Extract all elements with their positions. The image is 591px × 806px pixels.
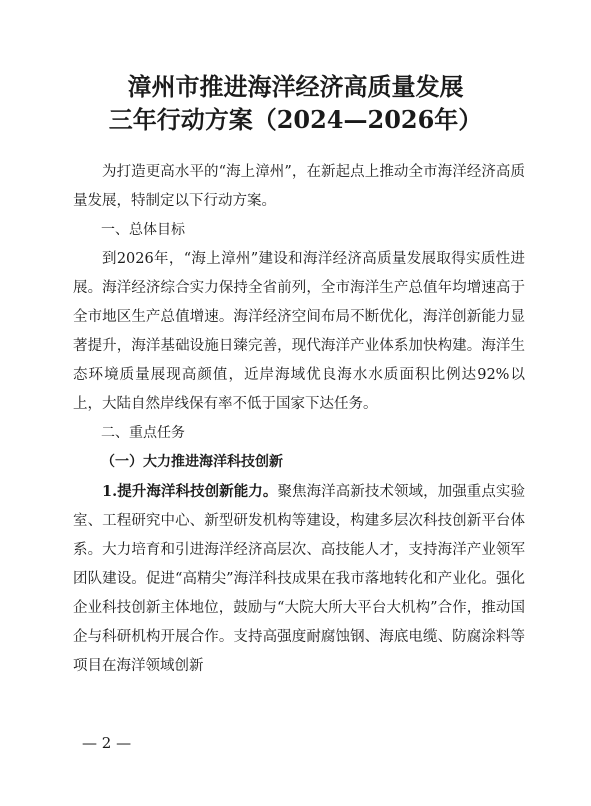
document-body [73,158,525,681]
page-number: — 2 — [82,734,132,752]
item-1-body: 聚焦海洋高新技术领域，加强重点实验室、工程研究中心、新型研发机构等建设，构建多层次科技创新平台体系。大力培育和引进海洋经济高层次、高技能人才，支持海洋产业领军团队建设。促进“高精尖”海洋科技成果在我市落地转化和产业化。强化企业科技创新主体地位，鼓励与“大院大所大平台大机构”合作，推动国企与科研机构开展合作。支持高强度耐腐蚀钢、海底电缆、防腐涂料等项目在海洋领域创新 [73,484,525,674]
item-1-lead: 1.提升海洋科技创新能力。 [102,483,278,500]
item-1-paragraph [73,477,525,681]
section-heading-key-tasks: 二、重点任务 [101,425,185,441]
document-title-line-1: 漳州市推进海洋经济高质量发展 [127,72,464,101]
intro-paragraph: 为打造更高水平的“海上漳州”，在新起点上推动全市海洋经济高质量发展，特制定以下行动方案。 [73,164,525,209]
subsection-heading-innovation: （一）大力推进海洋科技创新 [101,454,283,470]
document-title-line-2: 三年行动方案（2024—2026年） [108,105,483,134]
section-heading-overall-goals: 一、总体目标 [101,222,185,238]
overall-goals-paragraph: 到2026年，“海上漳州”建设和海洋经济高质量发展取得实质性进展。海洋经济综合实力保持全省前列，全市海洋生产总值年均增速高于全市地区生产总值增速。海洋经济空间布局不断优化，海洋创新能力显著提升，海洋基础设施日臻完善，现代海洋产业体系加快构建。海洋生态环境质量展现高颜值，近岸海域优良海水水质面积比例达92%以上，大陆自然岸线保有率不低于国家下达任务。 [73,251,525,412]
